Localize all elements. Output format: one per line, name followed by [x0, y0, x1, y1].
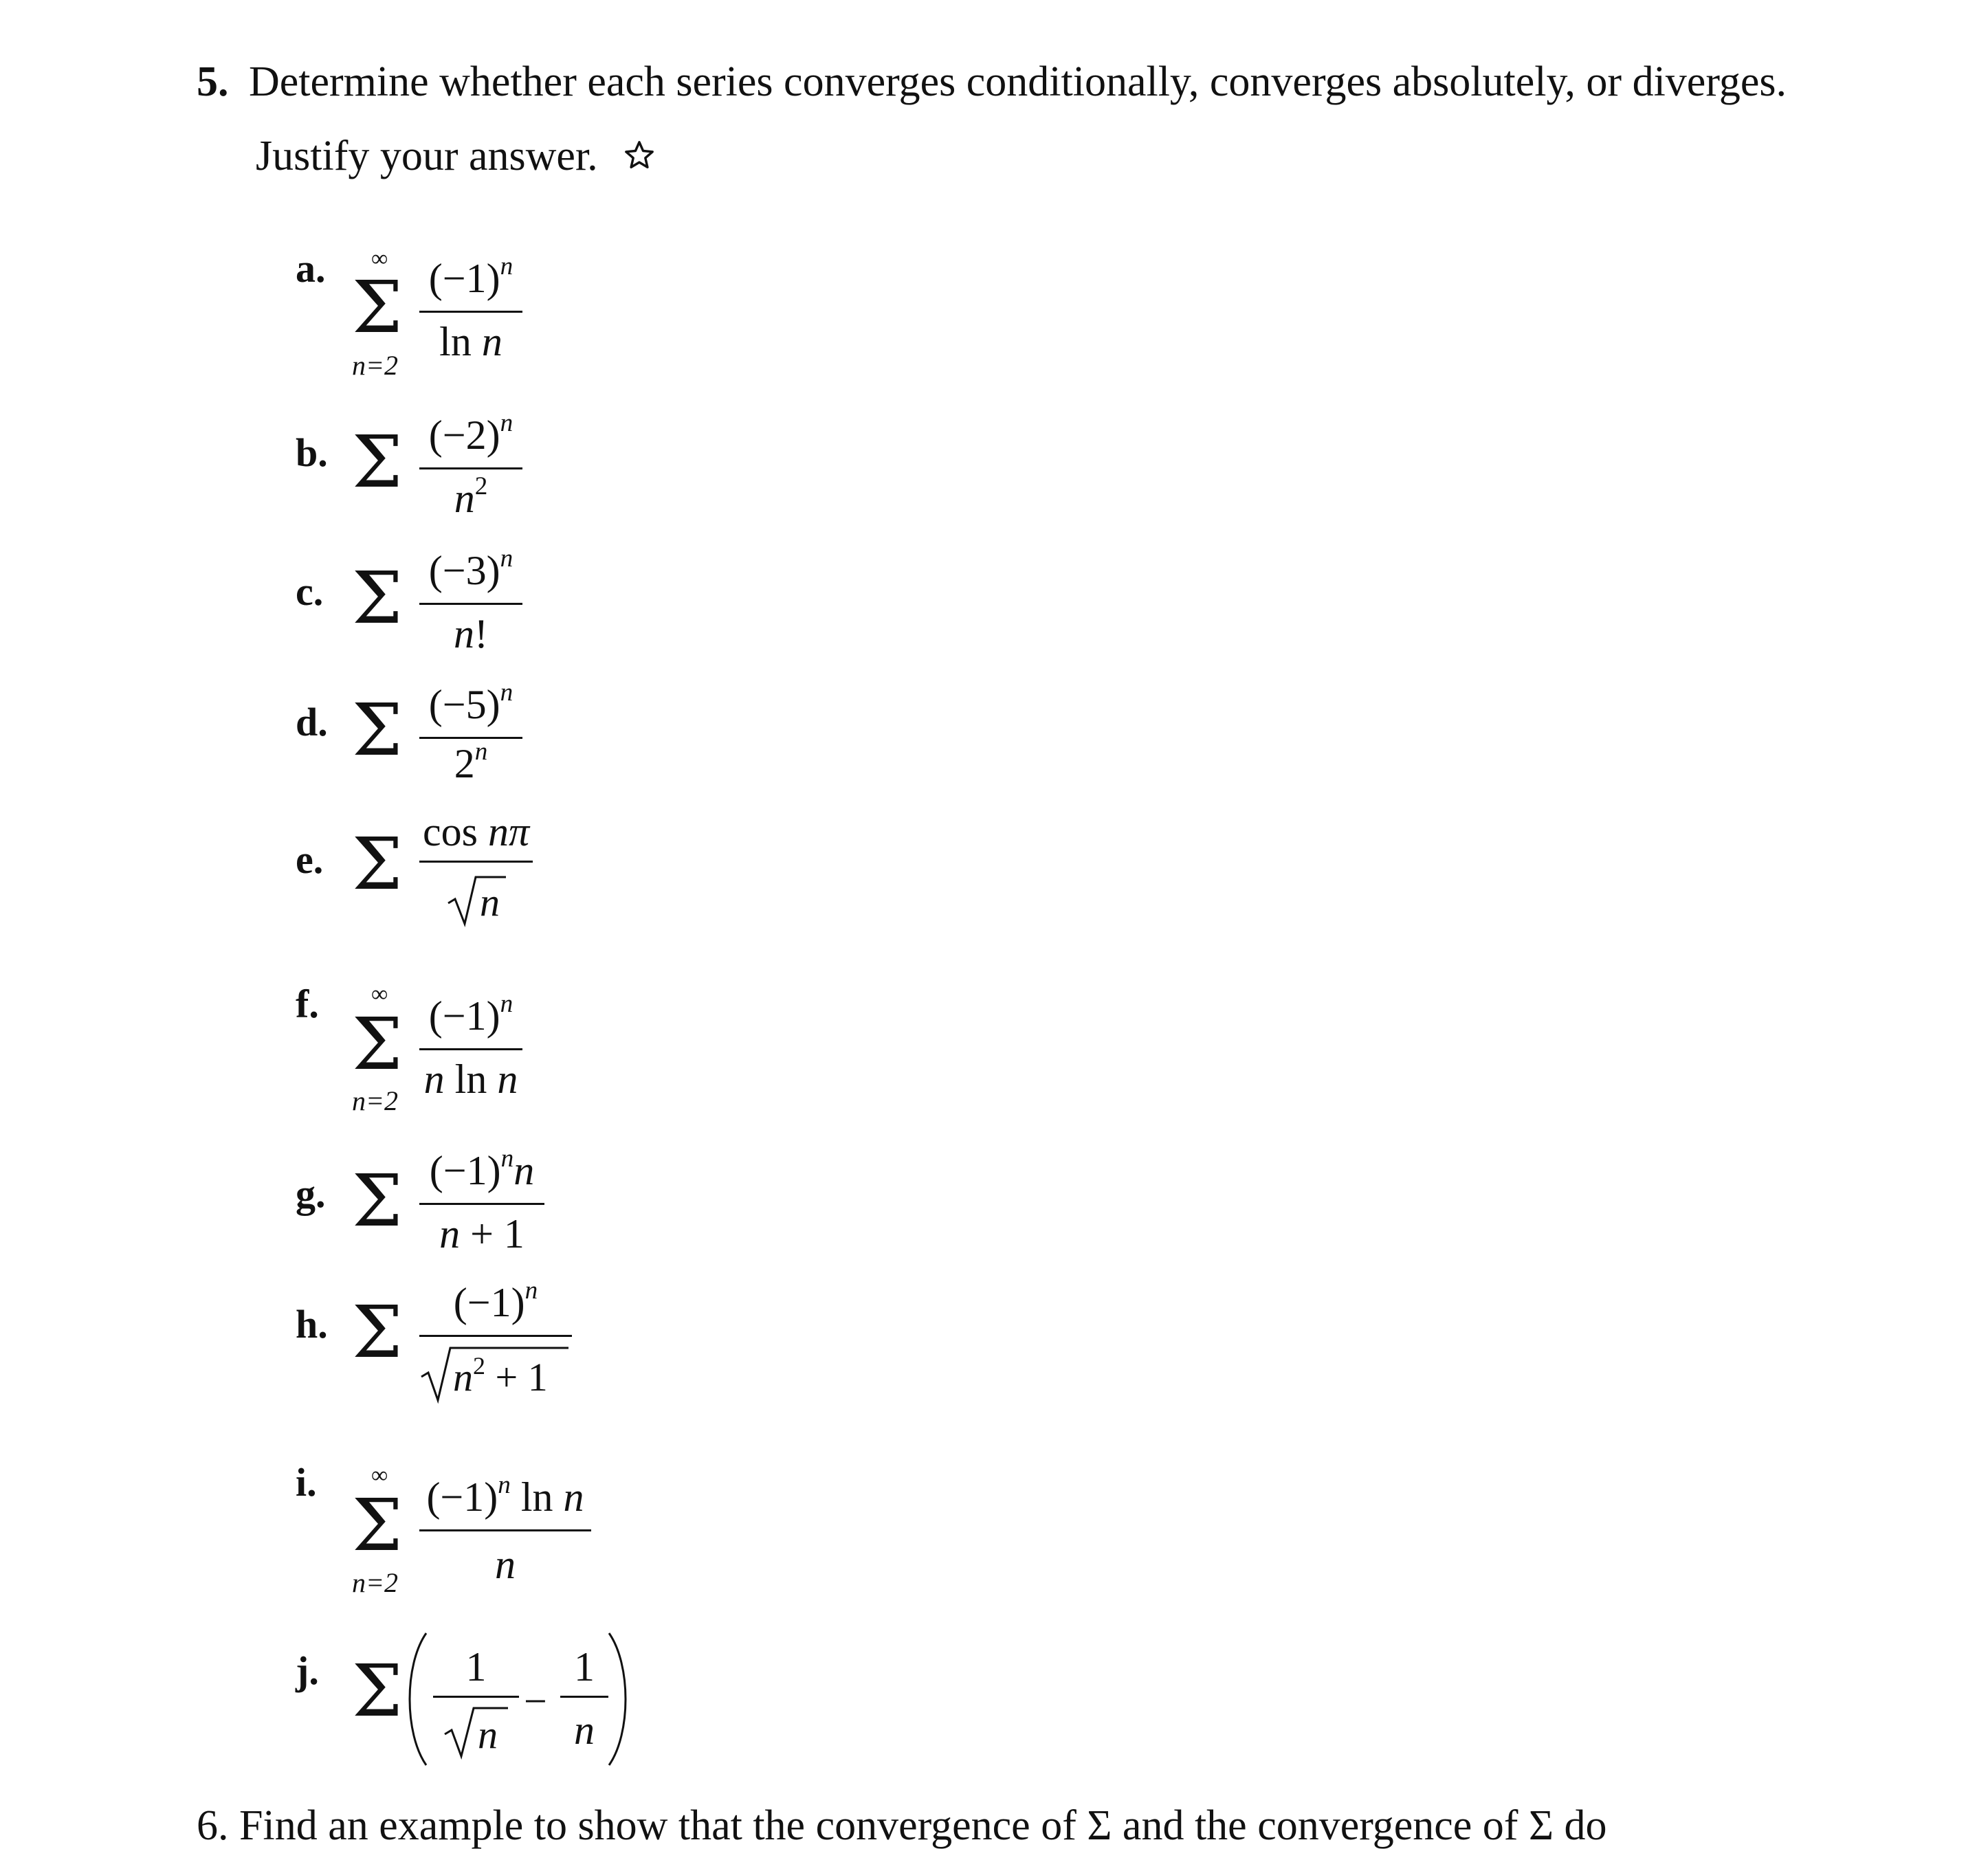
fraction: [419, 544, 522, 660]
numerator: $(-2)^n$: [428, 408, 513, 458]
denominator: [433, 1703, 519, 1760]
problem-statement-line-2: [256, 135, 655, 181]
right-paren: [605, 1630, 632, 1768]
left-paren: [403, 1630, 430, 1768]
item-label: f.: [296, 982, 319, 1026]
sum-lower-limit: n=2: [352, 1567, 398, 1598]
sum-lower-limit: n=2: [352, 350, 398, 381]
fraction-bar: [419, 1335, 572, 1337]
fraction-bar: [419, 311, 522, 313]
denominator: [419, 1342, 572, 1404]
item-label: c.: [296, 569, 324, 614]
problem-text-line-2: Justify your answer.: [256, 133, 598, 179]
fraction-bar: [419, 1048, 522, 1050]
problem-text-line-1: Determine whether each series converges conditionally, converges absolutely, or diverges.: [249, 58, 1787, 105]
denominator: n ln n: [423, 1056, 518, 1102]
numerator: $(-1)^n$ ln n: [426, 1470, 584, 1520]
sigma-symbol: Σ: [352, 688, 403, 772]
numerator: $(-5)^n$: [428, 678, 513, 727]
fraction: [419, 678, 522, 794]
sigma-symbol: Σ: [352, 1290, 403, 1374]
fraction-bar: [419, 1529, 591, 1531]
fraction-bar: [419, 861, 533, 863]
item-label: a.: [296, 246, 326, 291]
denominator: n + 1: [439, 1211, 524, 1256]
numerator: $(-1)^n$: [428, 252, 513, 301]
fraction-bar: [419, 1203, 544, 1205]
fraction: [419, 989, 522, 1105]
sigma-symbol: Σ: [352, 420, 403, 504]
sum-upper-limit: ∞: [371, 982, 388, 1007]
denominator: n!: [454, 611, 488, 656]
fraction-bar: [560, 1696, 608, 1698]
denominator: [419, 873, 533, 928]
fraction-bar: [433, 1696, 519, 1698]
item-label: j.: [296, 1648, 319, 1693]
minus-sign: −: [524, 1679, 547, 1724]
problem-statement-line-1: [197, 60, 1787, 103]
fraction-bar: [419, 467, 522, 469]
star-outline-icon[interactable]: [623, 136, 655, 179]
sum-upper-limit: ∞: [371, 246, 388, 272]
item-label: g.: [296, 1171, 326, 1216]
fraction: [433, 1646, 519, 1770]
next-problem-partial: 6. Find an example to show that the convergence of Σ and the convergence of Σ do: [197, 1802, 1607, 1849]
fraction: [419, 1470, 591, 1587]
denominator: 2$^n$: [454, 737, 488, 786]
fraction: [419, 408, 522, 524]
numerator: cos nπ: [422, 809, 530, 854]
sigma-symbol: Σ: [352, 1159, 403, 1243]
sigma-symbol: Σ: [352, 1483, 403, 1567]
sigma-symbol: Σ: [352, 1649, 403, 1733]
item-label: h.: [296, 1302, 328, 1347]
numerator: $(-1)^n$: [453, 1276, 538, 1325]
fraction: [560, 1646, 608, 1770]
numerator: $(-1)^n$: [428, 989, 513, 1039]
sum-lower-limit: n=2: [352, 1085, 398, 1116]
denominator: n: [495, 1542, 516, 1587]
sigma-symbol: Σ: [352, 556, 403, 640]
item-label: d.: [296, 700, 328, 744]
numerator: 1: [574, 1644, 595, 1690]
sigma-symbol: Σ: [352, 1002, 403, 1086]
denominator: n: [574, 1707, 595, 1753]
problem-number: 5.: [197, 58, 229, 105]
denominator: $n^2$: [454, 472, 488, 521]
numerator: $(-1)^nn$: [429, 1144, 535, 1193]
fraction-bar: [419, 737, 522, 739]
numerator: 1: [465, 1644, 487, 1690]
numerator: $(-3)^n$: [428, 544, 513, 593]
sum-upper-limit: ∞: [371, 1463, 388, 1488]
svg-text:n2 + 1: $n^2 + 1$: [453, 1352, 548, 1399]
item-label: i.: [296, 1460, 317, 1505]
denominator: ln n: [439, 319, 502, 364]
item-label: e.: [296, 837, 324, 882]
fraction: [419, 252, 522, 368]
sigma-symbol: Σ: [352, 265, 403, 349]
item-label: b.: [296, 430, 328, 475]
svg-text:n: n: [477, 1712, 498, 1757]
fraction: [419, 1276, 572, 1406]
fraction: [419, 811, 533, 928]
svg-text:n: n: [479, 880, 500, 924]
fraction-bar: [419, 603, 522, 605]
fraction: [419, 1144, 544, 1260]
sigma-symbol: Σ: [352, 822, 403, 906]
